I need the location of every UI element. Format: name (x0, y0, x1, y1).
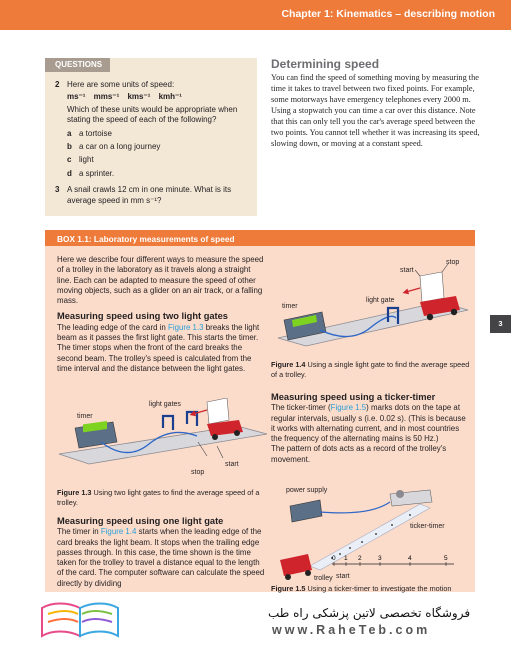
question-3: 3 A snail crawls 12 cm in one minute. What is its average speed in mm s⁻¹? (55, 185, 232, 205)
scale-label-5: 5 (444, 555, 448, 562)
heading-two-light-gates: Measuring speed using two light gates (57, 311, 228, 322)
label-light-gate: light gate (366, 297, 395, 304)
box-intro: Here we describe four different ways to measure the speed of a trolley in the laboratory as it travels along a straight line. Each can be adapted to measure the speed of other moving objects, such as a glider on an air track, or a falling mass. (57, 255, 264, 306)
questions-box (45, 58, 257, 216)
box-heading: BOX 1.1: Laboratory measurements of speed (45, 230, 475, 246)
scale-label-2: 2 (358, 555, 362, 562)
page-number-tab: 3 (490, 315, 511, 333)
figure-1-3-diagram (57, 398, 269, 484)
chapter-title: Chapter 1: Kinematics – describing motion (281, 8, 495, 20)
card (207, 398, 229, 424)
direction-arrow (406, 288, 420, 292)
figure-1-4-link[interactable]: Figure 1.4 (100, 527, 137, 537)
figure-1-5-link[interactable]: Figure 1.5 (330, 403, 367, 413)
ticker-tape (310, 504, 430, 570)
option-c: c light (67, 155, 94, 165)
label-ticker-timer: ticker-timer (410, 523, 445, 530)
card (420, 272, 444, 302)
figure-1-5-diagram (270, 482, 470, 582)
ticker-pattern-text: The pattern of dots acts as a record of the trolley's movement. (271, 444, 447, 464)
figure-1-4-caption: Figure 1.4 Using a single light gate to find the average speed of a trolley. (271, 360, 470, 379)
heading-ticker-timer: Measuring speed using a ticker-timer (271, 392, 436, 402)
option-b: b a car on a long journey (67, 142, 161, 152)
scale-label-4: 4 (408, 555, 412, 562)
questions-tag: QUESTIONS (45, 58, 110, 72)
label-timer: timer (77, 413, 93, 420)
question-2: 2 Here are some units of speed: ms⁻¹ mms⁻¹ kms⁻¹ kmh⁻¹ Which of these units would be appropriate when stating the speed of each of the following? a a tortoise b a car on a long journey c light d a sprinter. (55, 80, 251, 179)
label-start: start (225, 461, 239, 468)
scale-label-1: 1 (344, 555, 348, 562)
heading-one-light-gate: Measuring speed using one light gate (57, 516, 224, 526)
label-light-gates: light gates (149, 401, 181, 408)
option-a: a a tortoise (67, 128, 112, 138)
one-gate-text: The timer in Figure 1.4 starts when the leading edge of the card breaks the light beam. It stops when the trailing edge passes through. In this case, the time shown is the time taken for the trolley to travel a distance equal to the length of the card. The computer software can calculate the speed directly by dividing (57, 527, 265, 588)
label-start: start (400, 267, 414, 274)
box-right-column (271, 387, 471, 465)
figure-1-3-link[interactable]: Figure 1.3 (168, 322, 204, 332)
section-title-determining-speed: Determining speed (271, 57, 380, 71)
label-timer: timer (282, 303, 298, 310)
store-url[interactable]: www.RaheTeb.com (272, 623, 431, 637)
ticker-text: The ticker-timer (Figure 1.5) marks dots on the tape at regular intervals, usually s (i.e. 0.02 s). (This is because it works with alternating current, and in most countries the frequency of the alternating mains is 50 Hz.) (271, 403, 466, 444)
label-stop: stop (191, 469, 205, 476)
speed-units: ms⁻¹ mms⁻¹ kms⁻¹ kmh⁻¹ (67, 92, 182, 102)
scale-label-3: 3 (378, 555, 382, 562)
chapter-header-bar (0, 0, 511, 30)
option-d: d a sprinter. (67, 168, 115, 178)
light-gates (163, 412, 197, 430)
label-trolley: trolley (314, 575, 333, 582)
box-left-column-2 (57, 511, 267, 589)
two-gates-text: The leading edge of the card in Figure 1.3 breaks the light beam as it passes the first light gate. This starts the timer. The timer stops when the front of the card breaks the second beam. The trolley's speed is calculated from the time interval and the distance between the light gates. (57, 322, 260, 373)
figure-1-3-caption: Figure 1.3 Using two light gates to find the average speed of a trolley. (57, 488, 260, 507)
store-name-persian: فروشگاه تخصصی لاتین پزشکی راه طب (268, 606, 471, 620)
label-stop: stop (446, 259, 460, 266)
ticker-timer (390, 490, 432, 506)
scale-label-0: 0 (332, 555, 336, 562)
figure-1-4-diagram (270, 258, 470, 350)
box-1-1 (45, 230, 475, 592)
label-power-supply: power supply (286, 487, 328, 494)
figure-1-5-caption: Figure 1.5 Using a ticker-timer to investigate the motion (271, 584, 452, 593)
power-supply (290, 500, 322, 522)
book-logo-icon (38, 600, 122, 644)
box-left-column (57, 255, 267, 374)
label-start: start (336, 573, 350, 580)
determining-speed-body: You can find the speed of something moving by measuring the time it takes to travel between two fixed points. For example, some motorways have emergency telephones every 2000 m. Using a stopwatch you can time a car over this distance. Note that this can only tell you the car's average speed between the two points. You cannot tell whether it was increasing its speed, slowing down, or moving at a constant speed. (271, 73, 480, 148)
